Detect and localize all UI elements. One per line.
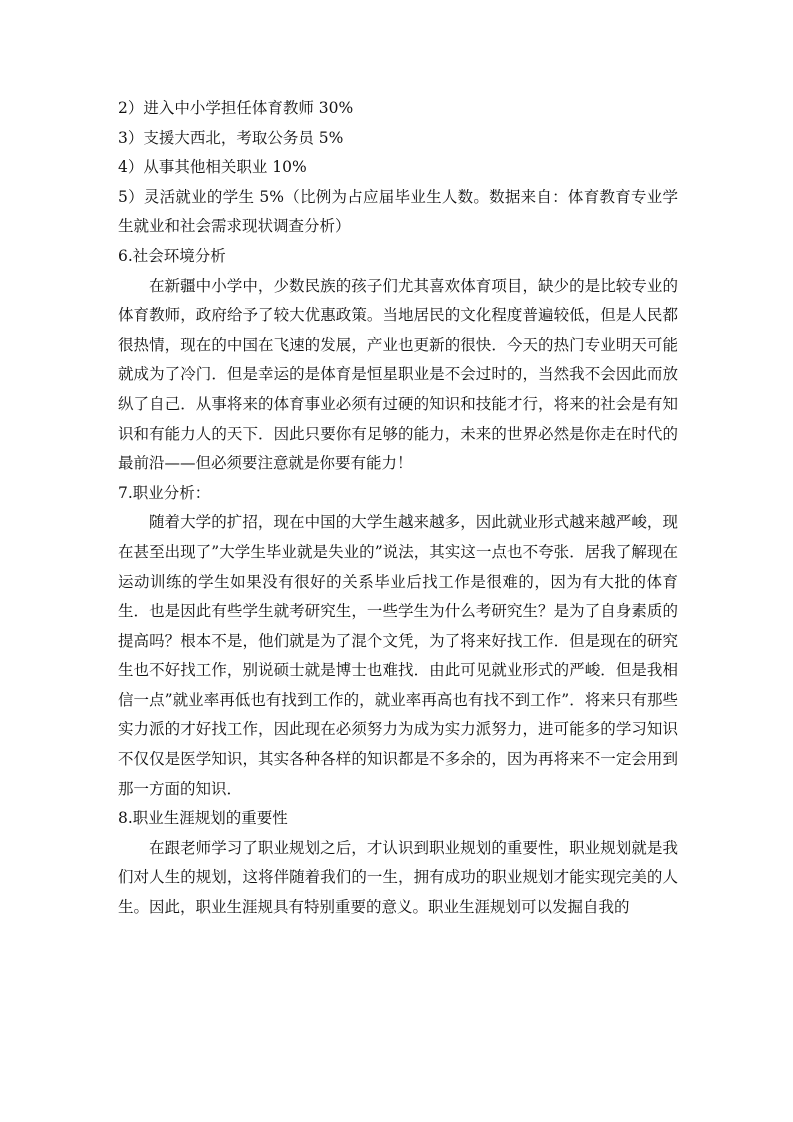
section-7-body: 随着大学的扩招，现在中国的大学生越来越多，因此就业形式越来越严峻，现在甚至出现了”大学生毕业就是失业的”说法，其实这一点也不夸张．居我了解现在运动训练的学生如果没有很好的关系毕业后找工作是很难的，因为有大批的体育生．也是因此有些学生就考研究生，一些学生为什么考研究生？是为了自身素质的提高吗？根本不是，他们就是为了混个文凭，为了将来好找工作．但是现在的研究生也不好找工作，别说硕士就是博士也难找．由此可见就业形式的严峻．但是我相信一点”就业率再低也有找到工作的，就业率再高也有找不到工作”．将来只有那些实力派的才好找工作，因此现在必须努力为成为实力派努力，进可能多的学习知识不仅仅是医学知识，其实各种各样的知识都是不多余的，因为再将来不一定会用到那一方面的知识． (118, 513, 678, 798)
section-8-body: 在跟老师学习了职业规划之后，才认识到职业规划的重要性，职业规划就是我们对人生的规划，这将伴随着我们的一生，拥有成功的职业规划才能实现完美的人生。因此，职业生涯规具有特别重要的意义。职业生涯规划可以发掘自我的 (118, 838, 678, 917)
list-item-2: 2）进入中小学担任体育教师 30% (118, 99, 354, 117)
list-item-3: 3）支援大西北，考取公务员 5% (118, 128, 344, 147)
section-6-body: 在新疆中小学中，少数民族的孩子们尤其喜欢体育项目，缺少的是比较专业的体育教师，政府给予了较大优惠政策。当地居民的文化程度普遍较低，但是人民都很热情，现在的中国在飞速的发展，产业也更新的很快．今天的热门专业明天可能就成为了冷门．但是幸运的是体育是恒星职业是不会过时的，当然我不会因此而放纵了自己．从事将来的体育事业必须有过硬的知识和技能才行，将来的社会是有知识和有能力人的天下．因此只要你有足够的能力，未来的世界必然是你走在时代的最前沿——但必须要注意就是你要有能力！ (118, 276, 678, 473)
section-7-heading: 7.职业分析： (118, 483, 211, 502)
section-6-heading: 6.社会环境分析 (118, 246, 226, 265)
section-8-heading: 8.职业生涯规划的重要性 (118, 809, 288, 828)
list-item-4: 4）从事其他相关职业 10% (118, 158, 307, 177)
document-page (118, 94, 678, 923)
list-item-5: 5）灵活就业的学生 5%（比例为占应届毕业生人数。数据来自：体育教育专业学生就业和社会需求现状调查分析） (118, 187, 678, 236)
